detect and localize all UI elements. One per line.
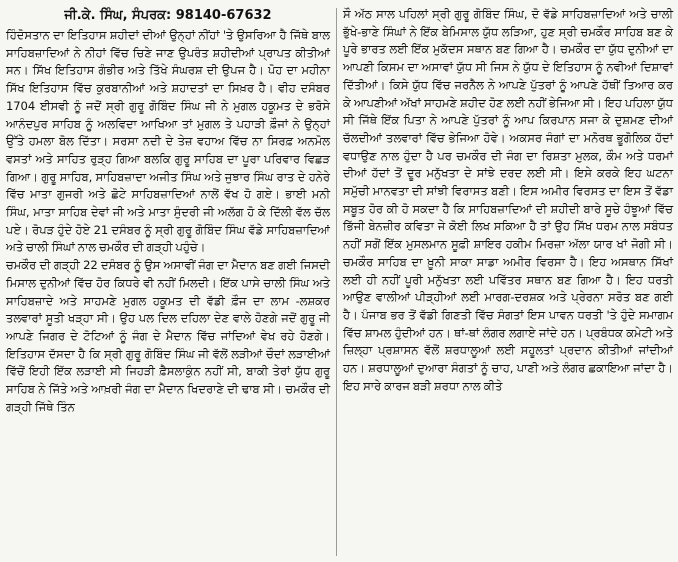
right-column [343,6,673,395]
left-column [6,6,330,416]
paragraph: ਹਿੰਦੋਸਤਾਨ ਦਾ ਇਤਿਹਾਸ ਸ਼ਹੀਦਾਂ ਦੀਆਂ ਉਨ੍ਹਾਂ ਨੀਂਹਾਂ 'ਤੇ ਉਸਰਿਆ ਹੈ ਜਿੱਥੇ ਬਾਲ ਸਾਹਿਬਜ਼ਾਦਿਆਂ ਨੇ ਨੀਹਾਂ ਵਿੱਚ ਚਿਣੇ ਜਾਣ ਉਪਰੰਤ ਸ਼ਹੀਦੀਆਂ ਪ੍ਰਾਪਤ ਕੀਤੀਆਂ ਸਨ। ਸਿੱਖ ਇਤਿਹਾਸ ਗੰਭੀਰ ਅਤੇ ਤਿੱਖੇ ਸੰਘਰਸ਼ ਦੀ ਉਪਜ ਹੈ। ਪੋਹ ਦਾ ਮਹੀਨਾ ਸਿੱਖ ਇਤਿਹਾਸ ਵਿੱਚ ਕੁਰਬਾਨੀਆਂ ਅਤੇ ਸ਼ਹਾਦਤਾਂ ਦਾ ਸਿਖ਼ਰ ਹੈ। ਵੀਹ ਦਸੰਬਰ 1704 ਈਸਵੀ ਨੂੰ ਜਦੋਂ ਸ੍ਰੀ ਗੁਰੂ ਗੋਬਿੰਦ ਸਿੰਘ ਜੀ ਨੇ ਮੁਗਲ ਹਕੂਮਤ ਦੇ ਭਰੋਸੇ ਆਨੰਦਪੁਰ ਸਾਹਿਬ ਨੂੰ ਅਲਵਿਦਾ ਆਖਿਆ ਤਾਂ ਮੁਗਲ ਤੇ ਪਹਾੜੀ ਫ਼ੌਜਾਂ ਨੇ ਉਨ੍ਹਾਂ ਉੱਤੇ ਹਮਲਾ ਬੋਲ ਦਿੱਤਾ। ਸਰਸਾ ਨਦੀ ਦੇ ਤੇਜ਼ ਵਹਾਅ ਵਿੱਚ ਨਾ ਸਿਰਫ਼ ਅਨਮੋਲ ਵਸਤਾਂ ਅਤੇ ਸਾਹਿਤ ਰੁੜ੍ਹ ਗਿਆ ਬਲਕਿ ਗੁਰੂ ਸਾਹਿਬ ਦਾ ਪੂਰਾ ਪਰਿਵਾਰ ਵਿਛੜ ਗਿਆ। ਗੁਰੂ ਸਾਹਿਬ, ਸਾਹਿਬਜ਼ਾਦਾ ਅਜੀਤ ਸਿੰਘ ਅਤੇ ਜੁਝਾਰ ਸਿੰਘ ਰਾਤ ਦੇ ਹਨੇਰੇ ਵਿੱਚ ਮਾਤਾ ਗੁਜਰੀ ਅਤੇ ਛੋਟੇ ਸਾਹਿਬਜ਼ਾਦਿਆਂ ਨਾਲੋਂ ਵੱਖ ਹੋ ਗਏ। ਭਾਈ ਮਨੀ ਸਿੰਘ, ਮਾਤਾ ਸਾਹਿਬ ਦੇਵਾਂ ਜੀ ਅਤੇ ਮਾਤਾ ਸੁੰਦਰੀ ਜੀ ਅਲੱਗ ਹੋ ਕੇ ਦਿੱਲੀ ਵੱਲ ਚੱਲ ਪਏ। ਰੋਪੜ ਹੁੰਦੇ ਹੋਏ 21 ਦਸੰਬਰ ਨੂੰ ਸ੍ਰੀ ਗੁਰੂ ਗੋਬਿੰਦ ਸਿੰਘ ਵੱਡੇ ਸਾਹਿਬਜ਼ਾਦਿਆਂ ਅਤੇ ਚਾਲੀ ਸਿੰਘਾਂ ਨਾਲ ਚਮਕੌਰ ਦੀ ਗੜ੍ਹੀ ਪਹੁੰਚੇ। [6,28,330,255]
byline: ਜੀ.ਕੇ. ਸਿੰਘ, ਸੰਪਰਕ: 98140-67632 [64,8,272,23]
paragraph: ਚਮਕੌਰ ਦੀ ਗੜ੍ਹੀ 22 ਦਸੰਬਰ ਨੂੰ ਉਸ ਅਸਾਵੀਂ ਜੰਗ ਦਾ ਮੈਦਾਨ ਬਣ ਗਈ ਜਿਸਦੀ ਮਿਸਾਲ ਦੁਨੀਆਂ ਵਿੱਚ ਹੋਰ ਕਿਧਰੇ ਵੀ ਨਹੀਂ ਮਿਲਦੀ। ਇੱਕ ਪਾਸੇ ਚਾਲੀ ਸਿੰਘ ਅਤੇ ਸਾਹਿਬਜ਼ਾਦੇ ਅਤੇ ਸਾਹਮਣੇ ਮੁਗਲ ਹਕੂਮਤ ਦੀ ਵੱਡੀ ਫ਼ੌਜ ਦਾ ਲਾਮ -ਲਸ਼ਕਰ ਤਲਵਾਰਾਂ ਸੂਤੀ ਖੜ੍ਹਾ ਸੀ। ਉਹ ਪਲ ਦਿਲ ਦਹਿਲਾ ਦੇਣ ਵਾਲੇ ਹੋਣਗੇ ਜਦੋਂ ਗੁਰੂ ਜੀ ਆਪਣੇ ਜਿਗਰ ਦੇ ਟੋਟਿਆਂ ਨੂੰ ਜੰਗ ਦੇ ਮੈਦਾਨ ਵਿੱਚ ਜਾਂਦਿਆਂ ਵੇਖ ਰਹੇ ਹੋਣਗੇ। ਇਤਿਹਾਸ ਦੱਸਦਾ ਹੈ ਕਿ ਸ੍ਰੀ ਗੁਰੂ ਗੋਬਿੰਦ ਸਿੰਘ ਜੀ ਵੱਲੋਂ ਲੜੀਆਂ ਚੌਦਾਂ ਲੜਾਈਆਂ ਵਿੱਚੋਂ ਇਹੀ ਇੱਕ ਲੜਾਈ ਸੀ ਜਿਹੜੀ ਫ਼ੈਸਲਾਕੁੰਨ ਨਹੀਂ ਸੀ, ਬਾਕੀ ਤੇਰਾਂ ਯੁੱਧ ਗੁਰੂ ਸਾਹਿਬ ਨੇ ਜਿੱਤੇ ਅਤੇ ਆਖ਼ਰੀ ਜੰਗ ਦਾ ਮੈਦਾਨ ਖਿਦਰਾਣੇ ਦੀ ਢਾਬ ਸੀ। ਚਮਕੌਰ ਦੀ ਗੜ੍ਹੀ ਜਿੱਥੇ ਤਿੰਨ [6,258,330,414]
paragraph: ਸੌ ਅੱਠ ਸਾਲ ਪਹਿਲਾਂ ਸ੍ਰੀ ਗੁਰੂ ਗੋਬਿੰਦ ਸਿੰਘ, ਦੋ ਵੱਡੇ ਸਾਹਿਬਜ਼ਾਦਿਆਂ ਅਤੇ ਚਾਲੀ ਭੁੱਖੇ-ਭਾਣੇ ਸਿੰਘਾਂ ਨੇ ਇੱਕ ਬੇਮਿਸਾਲ ਯੁੱਧ ਲੜਿਆ, ਹੁਣ ਸ੍ਰੀ ਚਮਕੌਰ ਸਾਹਿਬ ਬਣ ਕੇ ਪੂਰੇ ਭਾਰਤ ਲਈ ਇੱਕ ਮੁਕੱਦਸ ਸਥਾਨ ਬਣ ਗਿਆ ਹੈ। ਚਮਕੌਰ ਦਾ ਯੁੱਧ ਦੁਨੀਆਂ ਦਾ ਆਪਣੀ ਕਿਸਮ ਦਾ ਅਸਾਵਾਂ ਯੁੱਧ ਸੀ ਜਿਸ ਨੇ ਯੁੱਧ ਦੇ ਇਤਿਹਾਸ ਨੂੰ ਨਵੀਆਂ ਦਿਸ਼ਾਵਾਂ ਦਿੱਤੀਆਂ। ਕਿਸੇ ਯੁੱਧ ਵਿੱਚ ਜਰਨੈਲ ਨੇ ਆਪਣੇ ਪੁੱਤਰਾਂ ਨੂੰ ਆਪਣੇ ਹੱਥੀਂ ਤਿਆਰ ਕਰ ਕੇ ਆਪਣੀਆਂ ਅੱਖਾਂ ਸਾਹਮਣੇ ਸ਼ਹੀਦ ਹੋਣ ਲਈ ਨਹੀਂ ਭੇਜਿਆ ਸੀ। ਇਹ ਪਹਿਲਾ ਯੁੱਧ ਸੀ ਜਿੱਥੇ ਇੱਕ ਪਿਤਾ ਨੇ ਆਪਣੇ ਪੁੱਤਰਾਂ ਨੂੰ ਆਪ ਕਿਰਪਾਨ ਸਜਾ ਕੇ ਦੁਸ਼ਮਣ ਦੀਆਂ ਚੱਲਦੀਆਂ ਤਲਵਾਰਾਂ ਵਿੱਚ ਭੇਜਿਆ ਹੋਵੇ। ਅਕਸਰ ਜੰਗਾਂ ਦਾ ਮਨੋਰਥ ਭੂਗੋਲਿਕ ਹੱਦਾਂ ਵਧਾਉਣ ਨਾਲ ਹੁੰਦਾ ਹੈ ਪਰ ਚਮਕੌਰ ਦੀ ਜੰਗ ਦਾ ਰਿਸ਼ਤਾ ਮੁਲਕ, ਕੌਮ ਅਤੇ ਧਰਮਾਂ ਦੀਆਂ ਹੱਦਾਂ ਤੋਂ ਦੂਰ ਮਨੁੱਖਤਾ ਦੇ ਸਾਂਝੇ ਦਰਦ ਲਈ ਸੀ। ਇਸੇ ਕਰਕੇ ਇਹ ਘਟਨਾ ਸਮੁੱਚੀ ਮਾਨਵਤਾ ਦੀ ਸਾਂਝੀ ਵਿਰਾਸਤ ਬਣੀ। ਇਸ ਅਮੀਰ ਵਿਰਸਤ ਦਾ ਇਸ ਤੋਂ ਵੱਡਾ ਸਬੂਤ ਹੋਰ ਕੀ ਹੋ ਸਕਦਾ ਹੈ ਕਿ ਸਾਹਿਬਜ਼ਾਦਿਆਂ ਦੀ ਸ਼ਹੀਦੀ ਬਾਰੇ ਸੂਚੇ ਹੰਝੂਆਂ ਵਿੱਚ ਭਿੱਜੀ ਬੇਨਜ਼ੀਰ ਕਵਿਤਾ ਜੇ ਕੋਈ ਲਿਖ ਸਕਿਆ ਹੈ ਤਾਂ ਉਹ ਸਿੱਖ ਧਰਮ ਨਾਲ ਸਬੰਧਤ ਨਹੀਂ ਸਗੋਂ ਇੱਕ ਮੁਸਲਮਾਨ ਸੂਫ਼ੀ ਸ਼ਾਇਰ ਹਕੀਮ ਮਿਰਜ਼ਾ ਅੱਲਾ ਯਾਰ ਖਾਂ ਜੋਗੀ ਸੀ। ਚਮਕੌਰ ਸਾਹਿਬ ਦਾ ਖ਼ੂਨੀ ਸਾਕਾ ਸਾਡਾ ਅਮੀਰ ਵਿਰਸਾ ਹੈ। ਇਹ ਅਸਥਾਨ ਸਿੱਖਾਂ ਲਈ ਹੀ ਨਹੀਂ ਪੂਰੀ ਮਨੁੱਖਤਾ ਲਈ ਪਵਿੱਤਰ ਸਥਾਨ ਬਣ ਗਿਆ ਹੈ। ਇਹ ਧਰਤੀ ਆਉਣ ਵਾਲੀਆਂ ਪੀੜ੍ਹੀਆਂ ਲਈ ਮਾਰਗ-ਦਰਸ਼ਕ ਅਤੇ ਪ੍ਰੇਰਨਾ ਸਰੋਤ ਬਣ ਗਈ ਹੈ। ਪੰਜਾਬ ਭਰ ਤੋਂ ਵੱਡੀ ਗਿਣਤੀ ਵਿੱਚ ਸੰਗਤਾਂ ਇਸ ਪਾਵਨ ਧਰਤੀ 'ਤੇ ਹੁੰਦੇ ਸਮਾਗਮ ਵਿੱਚ ਸ਼ਾਮਲ ਹੁੰਦੀਆਂ ਹਨ। ਥਾਂ-ਥਾਂ ਲੰਗਰ ਲਗਾਏ ਜਾਂਦੇ ਹਨ। ਪ੍ਰਬੰਧਕ ਕਮੇਟੀ ਅਤੇ ਜ਼ਿਲ੍ਹਾ ਪ੍ਰਸ਼ਾਸਨ ਵੱਲੋਂ ਸ਼ਰਧਾਲੂਆਂ ਲਈ ਸਹੂਲਤਾਂ ਪ੍ਰਦਾਨ ਕੀਤੀਆਂ ਜਾਂਦੀਆਂ ਹਨ। ਸ਼ਰਧਾਲੂਆਂ ਦੁਆਰਾ ਸੰਗਤਾਂ ਨੂੰ ਚਾਹ, ਪਾਣੀ ਅਤੇ ਲੰਗਰ ਛਕਾਇਆ ਜਾਂਦਾ ਹੈ। ਇਹ ਸਾਰੇ ਕਾਰਜ ਬੜੀ ਸ਼ਰਧਾ ਨਾਲ ਕੀਤੇ [343,7,673,393]
column-divider [336,8,337,556]
